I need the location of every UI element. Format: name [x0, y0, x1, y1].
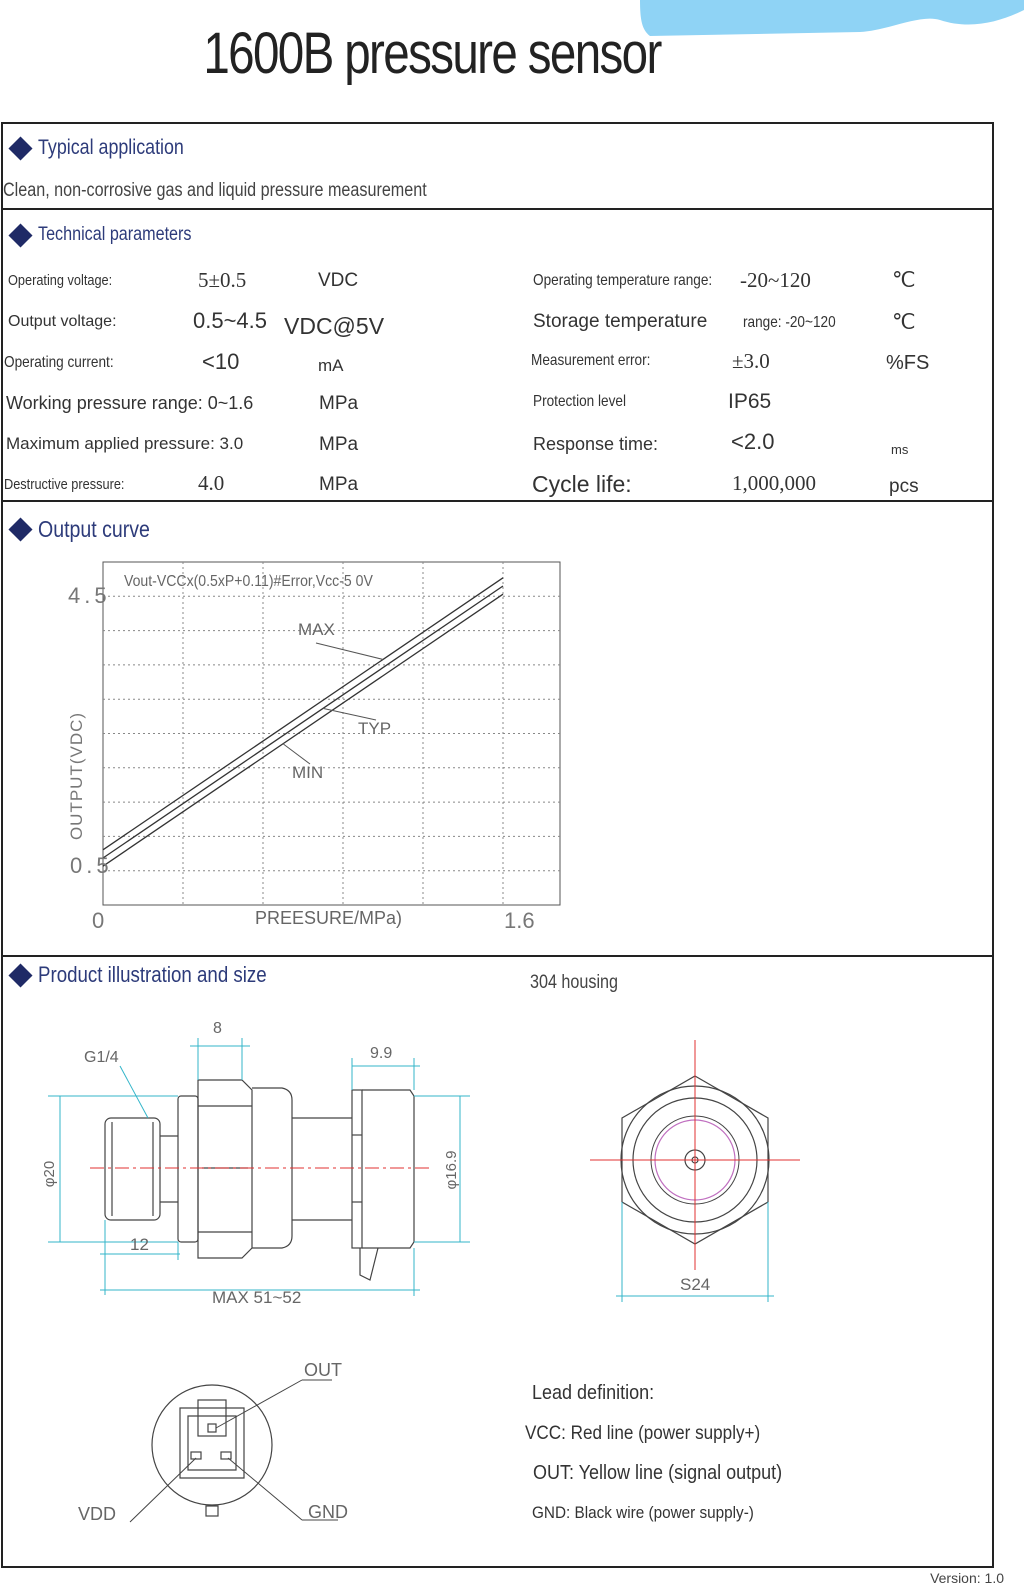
lead-line-out: OUT: Yellow line (signal output) — [533, 1462, 783, 1484]
output-curve-chart — [0, 540, 600, 955]
param-unit: ms — [891, 442, 909, 457]
series-label-max: MAX — [298, 620, 335, 639]
dim-label: G1/4 — [84, 1049, 119, 1066]
param-label: Measurement error: — [531, 352, 651, 369]
param-label: Operating temperature range: — [533, 272, 713, 289]
param-value: 4.0 — [198, 471, 225, 495]
param-unit: MPa — [319, 434, 359, 455]
param-label: Maximum applied pressure: 3.0 — [6, 434, 244, 453]
diamond-icon — [8, 963, 32, 987]
x-tick-label: 0 — [92, 908, 105, 933]
param-value: 5±0.5 — [198, 268, 247, 292]
param-value: ±3.0 — [732, 349, 770, 373]
param-unit: %FS — [886, 352, 930, 374]
param-value: -20~120 — [740, 268, 811, 292]
y-tick-label: 0.5 — [70, 853, 113, 878]
chart-frame — [103, 562, 560, 905]
param-label: Cycle life: — [532, 471, 632, 497]
dim-label: 12 — [130, 1235, 149, 1254]
thread-outline — [105, 1118, 160, 1220]
diamond-icon — [8, 517, 32, 541]
param-label: Protection level — [533, 393, 626, 410]
param-value: range: -20~120 — [743, 314, 836, 331]
param-unit: MPa — [319, 393, 359, 414]
x-axis-label: PREESURE/MPa) — [255, 908, 403, 928]
param-unit: MPa — [319, 474, 359, 495]
housing-label: 304 housing — [530, 972, 619, 993]
lead-line-gnd: GND: Black wire (power supply-) — [532, 1503, 754, 1522]
param-value: <10 — [202, 349, 240, 374]
param-unit: VDC — [318, 270, 359, 291]
diamond-icon — [8, 136, 32, 160]
dim-label: 9.9 — [370, 1045, 393, 1062]
lead-line-vcc: VCC: Red line (power supply+) — [525, 1423, 761, 1444]
param-unit: VDC@5V — [284, 313, 385, 339]
divider — [1, 208, 994, 210]
pin-view-drawing — [70, 1360, 370, 1540]
param-label: Output voltage: — [8, 313, 117, 330]
product-heading: Product illustration and size — [6, 962, 307, 988]
pin-label-vdd: VDD — [78, 1504, 117, 1524]
y-tick-label: 4.5 — [68, 583, 111, 608]
typical-application-heading: Typical application — [6, 136, 210, 160]
series-label-min: MIN — [292, 763, 324, 782]
chart-grid — [103, 562, 560, 905]
param-label: Operating voltage: — [8, 272, 113, 289]
divider — [1, 500, 994, 502]
output-curve-heading: Output curve — [6, 516, 170, 543]
param-unit: ℃ — [892, 268, 916, 292]
front-view-drawing — [580, 1040, 810, 1320]
param-unit: pcs — [889, 476, 919, 497]
param-unit: ℃ — [892, 310, 916, 334]
param-label: Storage temperature — [533, 311, 708, 332]
param-value: 0.5~4.5 — [193, 308, 268, 333]
series-line-max — [103, 578, 503, 850]
param-label: Operating current: — [4, 354, 114, 371]
series-leader-min — [283, 744, 310, 764]
dimension-lines — [48, 1038, 470, 1296]
diamond-icon — [8, 223, 32, 247]
param-value: 1,000,000 — [732, 471, 816, 495]
technical-parameters-heading: Technical parameters — [6, 224, 219, 246]
param-label: Response time: — [533, 434, 659, 454]
typical-application-text: Clean, non-corrosive gas and liquid pressure measurement — [3, 180, 427, 201]
y-axis-label: OUTPUT(VDC) — [67, 711, 86, 841]
lead-definition-heading: Lead definition: — [532, 1382, 655, 1404]
side-view-drawing — [30, 1010, 500, 1330]
series-leader-max — [316, 643, 383, 659]
dim-label: φ20 — [41, 1160, 58, 1188]
dim-label: MAX 51~52 — [212, 1288, 302, 1307]
dim-label: 8 — [213, 1020, 222, 1037]
chart-title: Vout-VCCx(0.5xP+0.11)#Error,Vcc-5 0V — [124, 572, 373, 591]
series-label-typ: TYP — [358, 719, 392, 738]
param-unit: mA — [318, 356, 344, 375]
pin-label-out: OUT — [304, 1360, 342, 1380]
param-value: <2.0 — [731, 429, 775, 454]
version-label: Version: 1.0 — [930, 1570, 1004, 1586]
param-label: Working pressure range: 0~1.6 — [6, 393, 254, 413]
param-label: Destructive pressure: — [4, 476, 125, 493]
pin-label-gnd: GND — [308, 1502, 348, 1522]
dim-label: φ16.9 — [443, 1150, 460, 1190]
x-tick-label: 1.6 — [504, 908, 535, 933]
param-value: IP65 — [728, 390, 772, 413]
page-title: 1600B pressure sensor — [203, 21, 661, 86]
divider — [1, 955, 994, 957]
dim-label: S24 — [680, 1275, 711, 1294]
